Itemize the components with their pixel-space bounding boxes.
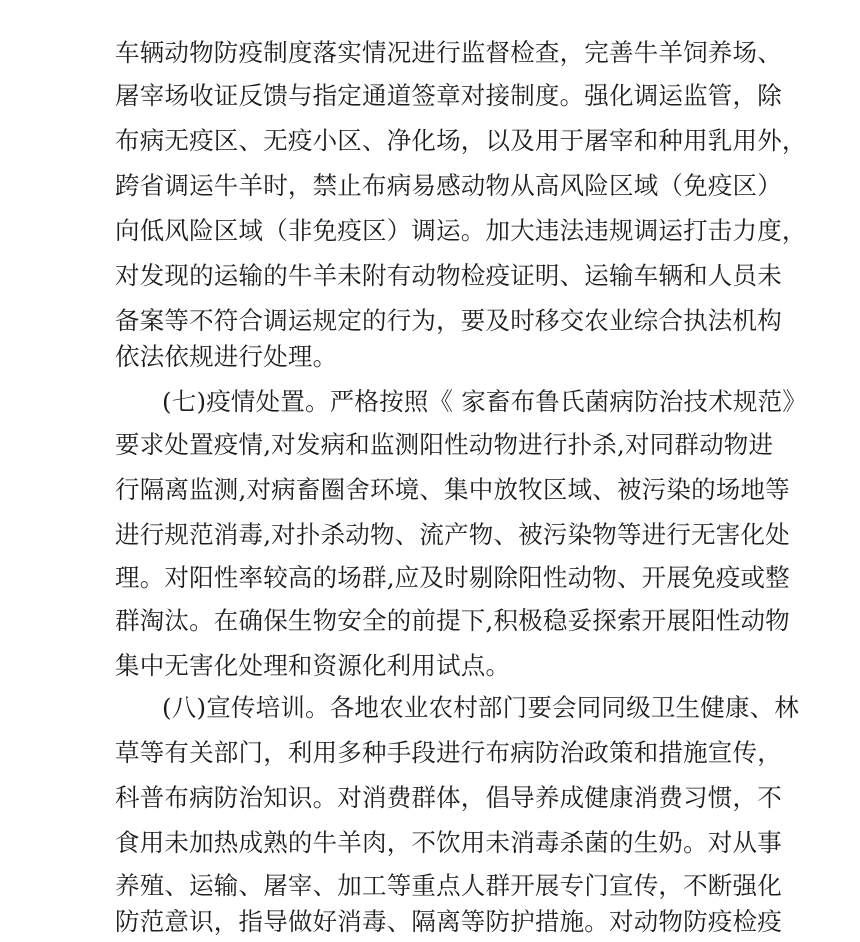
text-line-1: 车辆动物防疫制度落实情况进行监督检查，完善牛羊饲养场、 [115, 38, 782, 67]
text-line-11: 行隔离监测,对病畜圈舍环境、集中放牧区域、被污染的场地等 [115, 475, 790, 504]
text-line-17: 草等有关部门，利用多种手段进行布病防治政策和措施宣传， [115, 738, 782, 767]
text-line-10: 要求处置疫情,对发病和监测阳性动物进行扑杀,对同群动物进 [115, 430, 774, 459]
text-line-6: 对发现的运输的牛羊未附有动物检疫证明、运输车辆和人员未 [115, 261, 782, 290]
text-line-7: 备案等不符合调运规定的行为，要及时移交农业综合执法机构 [115, 306, 782, 335]
text-line-13: 理。对阳性率较高的场群,应及时剔除阳性动物、开展免疫或整 [115, 563, 790, 592]
text-line-4: 跨省调运牛羊时，禁止布病易感动物从高风险区域（免疫区） [115, 171, 782, 200]
text-line-15: 集中无害化处理和资源化利用试点。 [115, 651, 511, 680]
text-line-12: 进行规范消毒,对扑杀动物、流产物、被污染物等进行无害化处 [115, 520, 790, 549]
text-line-3: 布病无疫区、无疫小区、净化场，以及用于屠宰和种用乳用外， [115, 126, 807, 155]
text-line-14: 群淘汰。在确保生物安全的前提下,积极稳妥探索开展阳性动物 [115, 606, 790, 635]
text-line-9: (七)疫情处置。严格按照《 家畜布鲁氏菌病防治技术规范》 [162, 387, 808, 416]
text-line-19: 食用未加热成熟的牛羊肉，不饮用未消毒杀菌的生奶。对从事 [115, 828, 782, 857]
text-line-5: 向低风险区域（非免疫区）调运。加大违法违规调运打击力度， [115, 216, 807, 245]
text-line-2: 屠宰场收证反馈与指定通道签章对接制度。强化调运监管，除 [115, 81, 782, 110]
text-line-8: 依法依规进行处理。 [115, 342, 338, 371]
text-line-20: 养殖、运输、屠宰、加工等重点人群开展专门宣传，不断强化 [115, 871, 782, 900]
text-line-16: (八)宣传培训。各地农业农村部门要会同同级卫生健康、林 [162, 693, 800, 722]
text-line-21: 防范意识，指导做好消毒、隔离等防护措施。对动物防疫检疫 [115, 907, 782, 936]
text-line-18: 科普布病防治知识。对消费群体，倡导养成健康消费习惯，不 [115, 783, 782, 812]
